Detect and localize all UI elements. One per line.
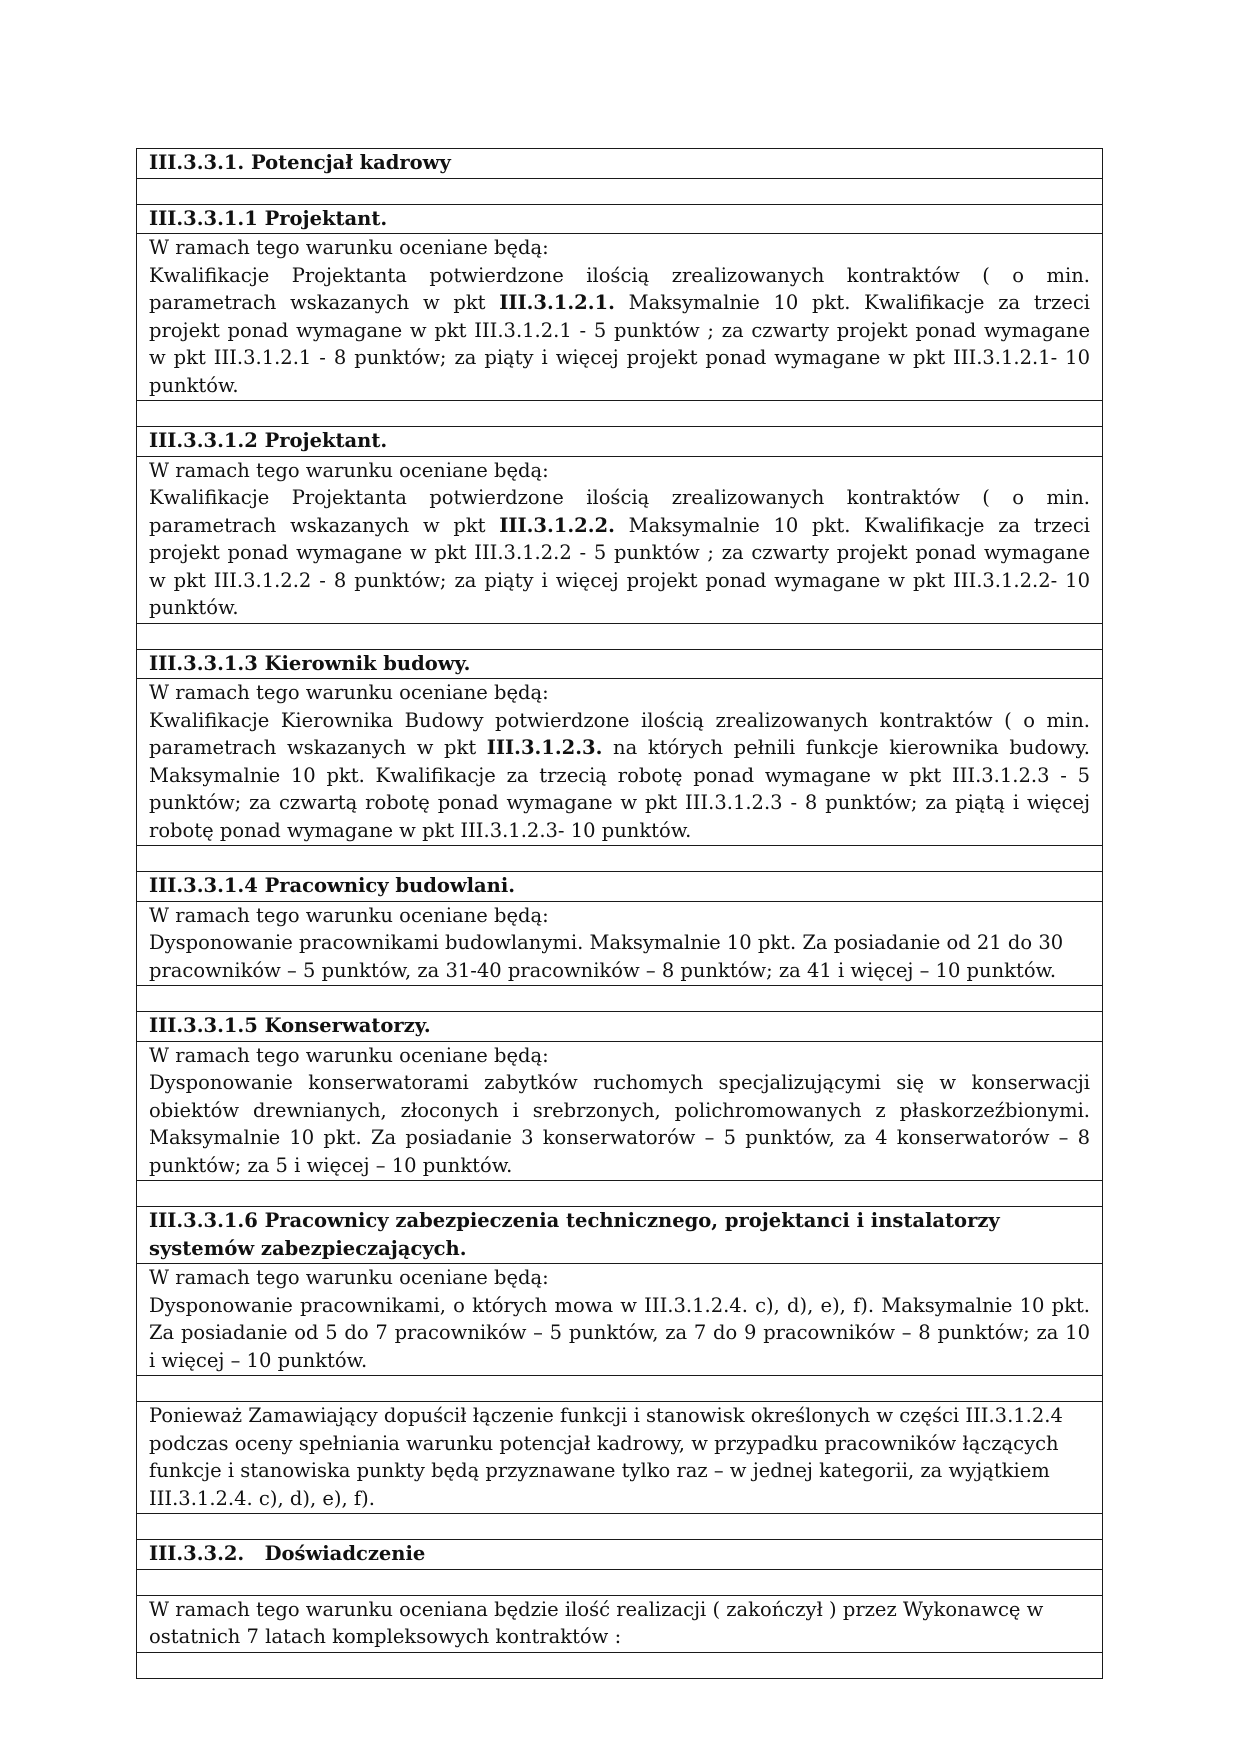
table-row-spacer — [137, 1181, 1103, 1207]
section-heading: III.3.3.1.5 Konserwatorzy. — [137, 1012, 1103, 1042]
section-intro: W ramach tego warunku oceniane będą: — [149, 1043, 549, 1067]
section-description: Kwalifikacje Projektanta potwierdzone ilością zrealizowanych kontraktów ( o min. parametrach wskazanych w pkt III.3.1.2.1. Maksymalnie 10 pkt. Kwalifikacje za trzeci projekt ponad wymagane w pkt III.3.1.2.1 - 5 punktów ; za czwarty projekt ponad wymagane w pkt III.3.1.2.1 - 8 punktów; za piąty i więcej projekt ponad wymagane w pkt III.3.1.2.1- 10 punktów. — [149, 263, 1090, 397]
section-heading: III.3.3.1.4 Pracownicy budowlani. — [137, 872, 1103, 902]
table-row — [137, 1207, 1103, 1264]
section-heading: III.3.3.1. Potencjał kadrowy — [137, 149, 1103, 179]
table-row-spacer — [137, 401, 1103, 427]
section-heading: III.3.3.1.6 Pracownicy zabezpieczenia technicznego, projektanci i instalatorzy systemów zabezpieczających. — [137, 1207, 1103, 1264]
table-row — [137, 149, 1103, 179]
table-row-spacer — [137, 1376, 1103, 1402]
table-row — [137, 234, 1103, 401]
note-text: Ponieważ Zamawiający dopuścił łączenie funkcji i stanowisk określonych w części III.3.1.2.4 podczas oceny spełniania warunku potencjał kadrowy, w przypadku pracowników łączących funkcje i stanowiska punkty będą przyznawane tylko raz – w jednej kategorii, za wyjątkiem III.3.1.2.4. c), d), e), f). — [137, 1402, 1103, 1514]
section-intro: W ramach tego warunku oceniane będą: — [149, 903, 549, 927]
section-heading: III.3.3.1.2 Projektant. — [137, 427, 1103, 457]
section-body — [137, 1264, 1103, 1376]
section-description: Kwalifikacje Projektanta potwierdzone ilością zrealizowanych kontraktów ( o min. parametrach wskazanych w pkt III.3.1.2.2. Maksymalnie 10 pkt. Kwalifikacje za trzeci projekt ponad wymagane w pkt III.3.1.2.2 - 5 punktów ; za czwarty projekt ponad wymagane w pkt III.3.1.2.2 - 8 punktów; za piąty i więcej projekt ponad wymagane w pkt III.3.1.2.2- 10 punktów. — [149, 486, 1090, 619]
table-row-spacer — [137, 1514, 1103, 1540]
section-description: Dysponowanie konserwatorami zabytków ruchomych specjalizującymi się w konserwacji obiektów drewnianych, złoconych i srebrzonych, polichromowanych z płaskorzeźbionymi. Maksymalnie 10 pkt. Za posiadanie 3 konserwatorów – 5 punktów, za 4 konserwatorów – 8 punktów; za 5 i więcej – 10 punktów. — [149, 1071, 1090, 1177]
section-intro: W ramach tego warunku oceniane będą: — [149, 1266, 549, 1289]
table-row — [137, 649, 1103, 679]
table-row-spacer — [137, 986, 1103, 1012]
table-row — [137, 204, 1103, 234]
table-row — [137, 872, 1103, 902]
table-row-spacer — [137, 178, 1103, 204]
section-body — [137, 901, 1103, 986]
section-heading: III.3.3.1.1 Projektant. — [137, 204, 1103, 234]
section-heading: III.3.3.1.3 Kierownik budowy. — [137, 649, 1103, 679]
section-body — [137, 234, 1103, 401]
table-row-spacer — [137, 846, 1103, 872]
criteria-table — [136, 148, 1103, 1679]
table-row-spacer — [137, 623, 1103, 649]
section-description: Kwalifikacje Kierownika Budowy potwierdzone ilością zrealizowanych kontraktów ( o min. parametrach wskazanych w pkt III.3.1.2.3. na których pełnili funkcje kierownika budowy. Maksymalnie 10 pkt. Kwalifikacje za trzecią robotę ponad wymagane w pkt III.3.1.2.3 - 5 punktów; za czwartą robotę ponad wymagane w pkt III.3.1.2.3 - 8 punktów; za piątą i więcej robotę ponad wymagane w pkt III.3.1.2.3- 10 punktów. — [149, 708, 1090, 842]
table-row — [137, 1540, 1103, 1570]
table-row — [137, 901, 1103, 986]
table-row — [137, 1041, 1103, 1181]
section-intro: W ramach tego warunku oceniane będą: — [149, 681, 549, 704]
section-heading: III.3.3.2. Doświadczenie — [137, 1540, 1103, 1570]
table-row — [137, 1264, 1103, 1376]
table-row — [137, 1595, 1103, 1652]
experience-description: W ramach tego warunku oceniana będzie ilość realizacji ( zakończył ) przez Wykonawcę w ostatnich 7 latach kompleksowych kontraktów : — [137, 1595, 1103, 1652]
section-body — [137, 1041, 1103, 1181]
table-row — [137, 427, 1103, 457]
table-row-spacer — [137, 1569, 1103, 1595]
section-description: Dysponowanie pracownikami budowlanymi. Maksymalnie 10 pkt. Za posiadanie od 21 do 30 pracowników – 5 punktów, za 31-40 pracowników – 8 punktów; za 41 i więcej – 10 punktów. — [149, 931, 1064, 982]
table-row — [137, 456, 1103, 623]
section-description: Dysponowanie pracownikami, o których mowa w III.3.1.2.4. c), d), e), f). Maksymalnie 10 pkt. Za posiadanie od 5 do 7 pracowników – 5 punktów, za 7 do 9 pracowników – 8 punktów; za 10 i więcej – 10 punktów. — [149, 1293, 1090, 1372]
table-row — [137, 1402, 1103, 1514]
table-row — [137, 679, 1103, 846]
section-body — [137, 456, 1103, 623]
table-row — [137, 1012, 1103, 1042]
section-intro: W ramach tego warunku oceniane będą: — [149, 458, 549, 482]
section-body — [137, 679, 1103, 846]
table-row-spacer — [137, 1652, 1103, 1678]
section-intro: W ramach tego warunku oceniane będą: — [149, 236, 549, 259]
